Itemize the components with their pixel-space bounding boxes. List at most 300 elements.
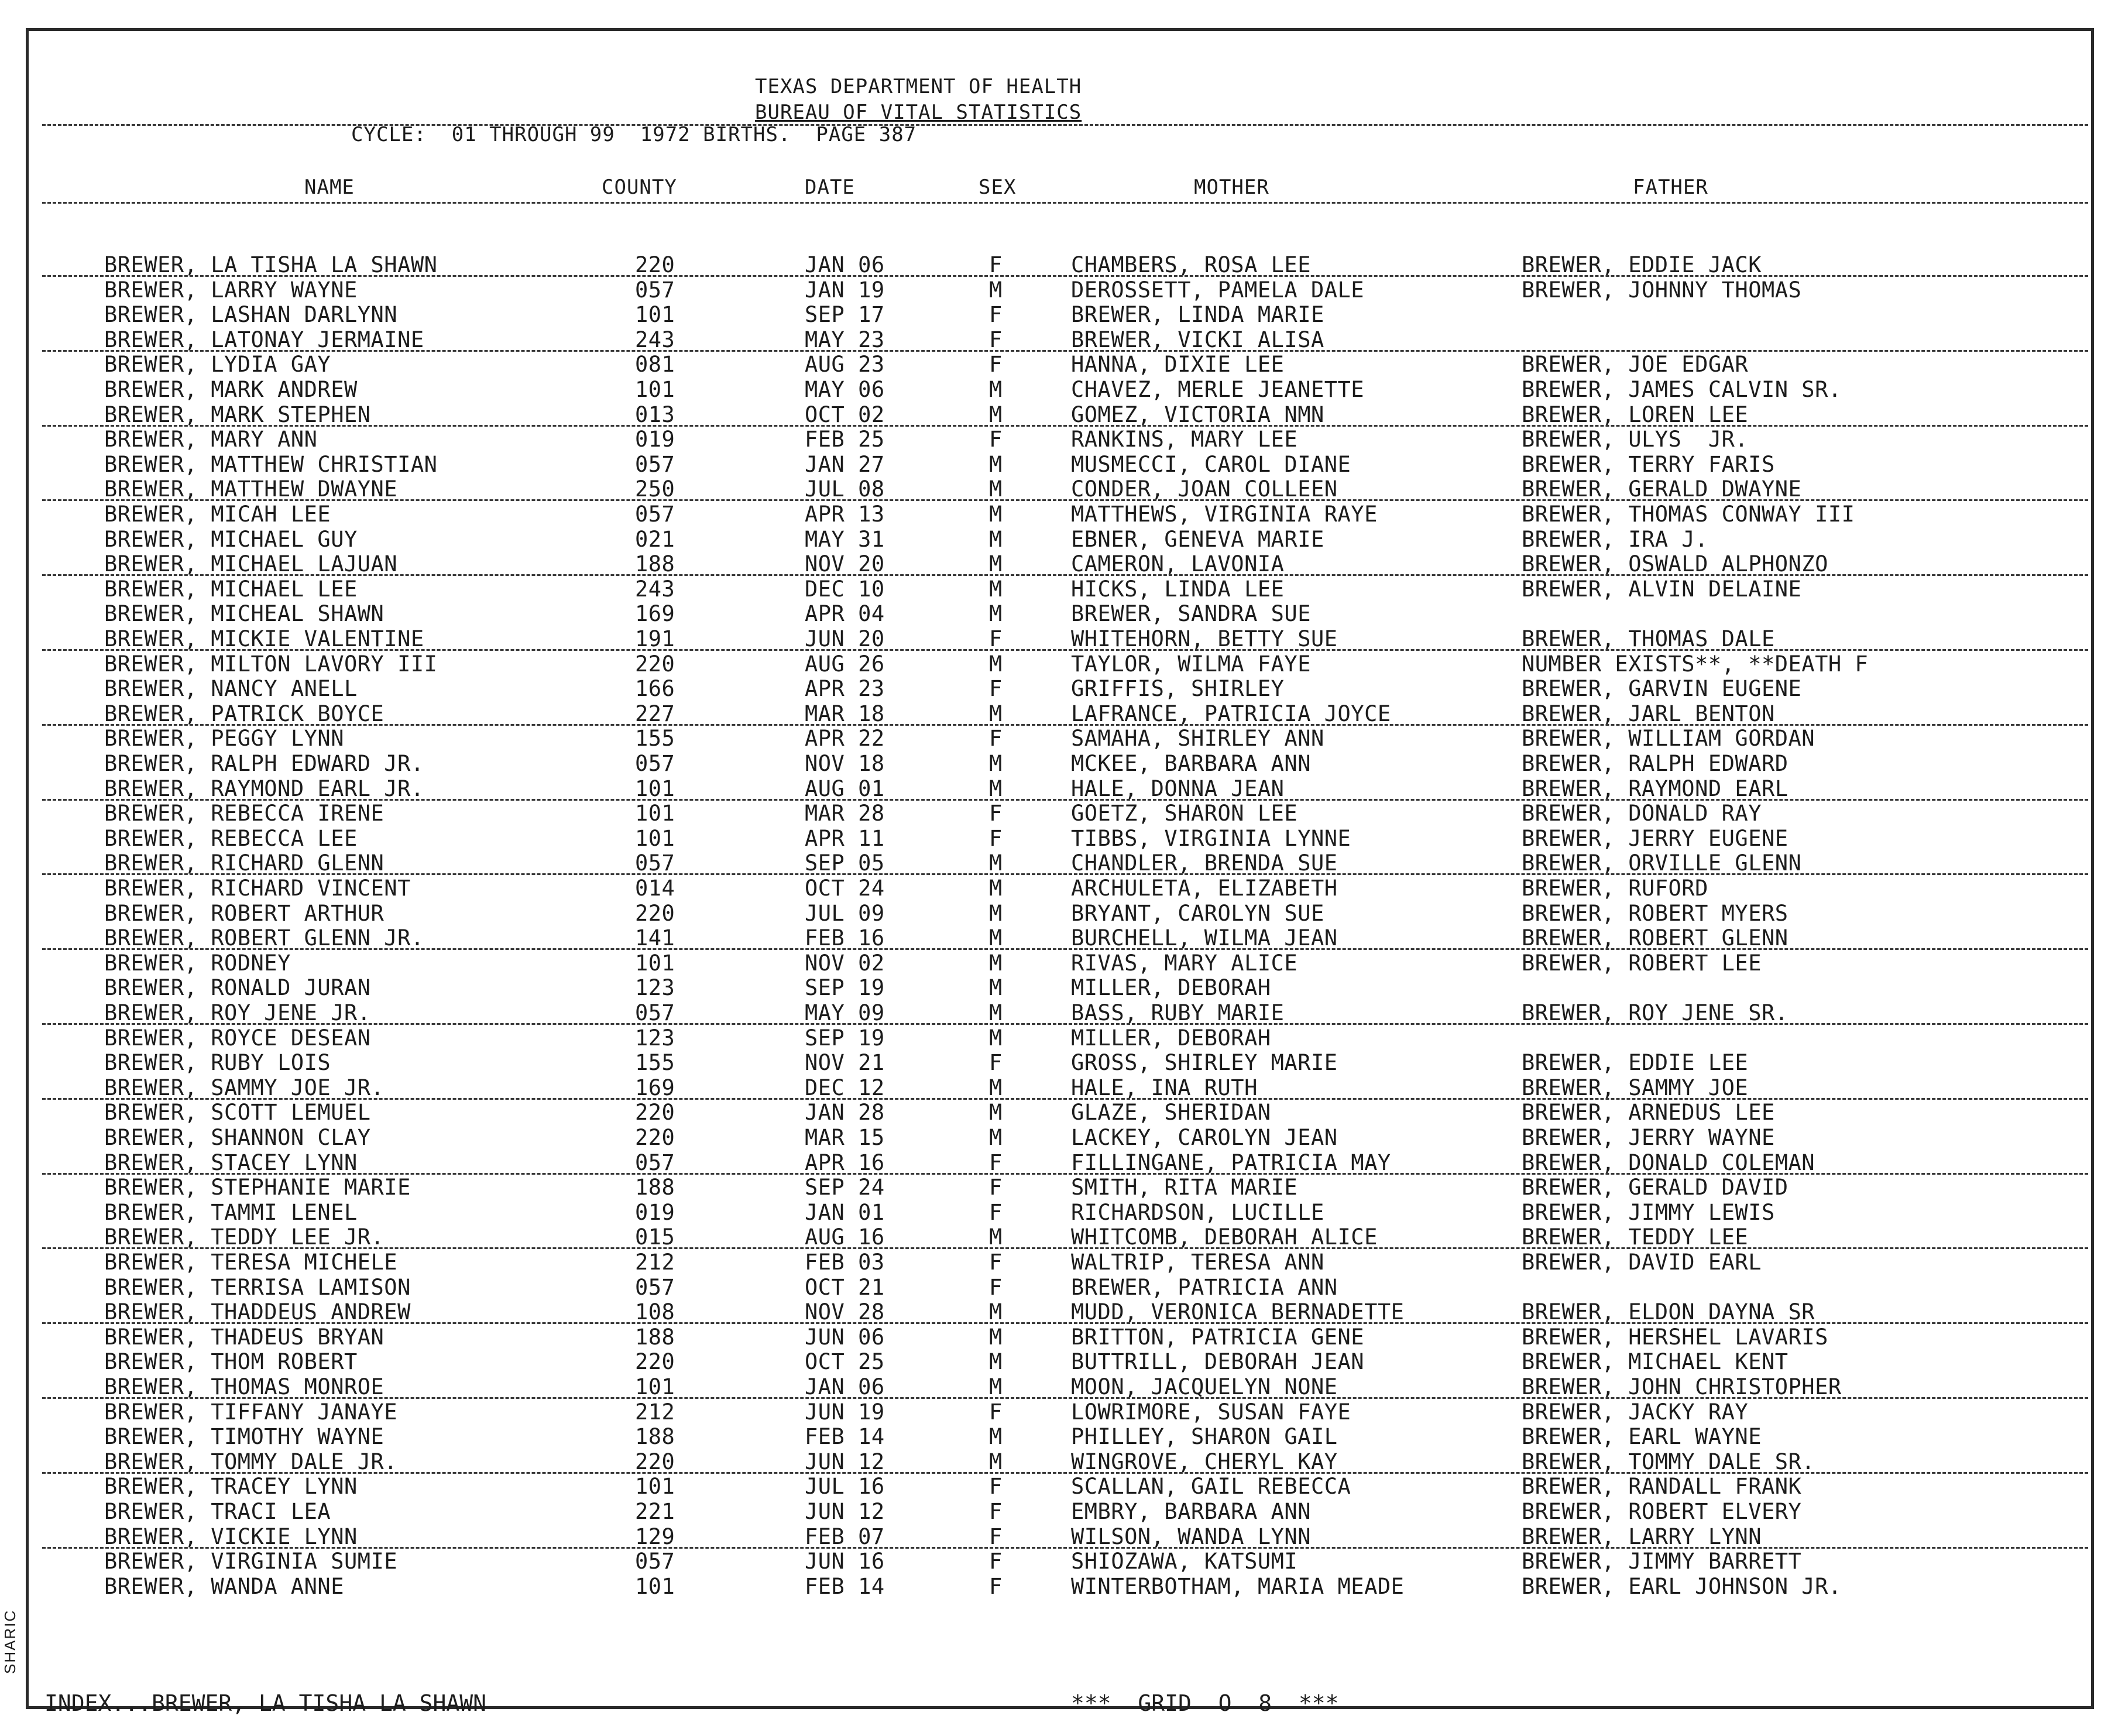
table-row xyxy=(0,1500,2118,1524)
cell-sex: M xyxy=(989,651,1003,677)
cell-date: MAY 23 xyxy=(805,327,885,352)
cell-father: BREWER, GERALD DAVID xyxy=(1522,1175,1789,1200)
cell-mother: DEROSSETT, PAMELA DALE xyxy=(1071,277,1365,303)
table-row xyxy=(0,452,2118,477)
cell-date: FEB 07 xyxy=(805,1524,885,1549)
cell-sex: M xyxy=(989,502,1003,527)
cell-county: 101 xyxy=(635,1573,675,1599)
cell-county: 021 xyxy=(635,526,675,552)
cell-county: 057 xyxy=(635,502,675,527)
cell-date: SEP 17 xyxy=(805,302,885,328)
table-row xyxy=(0,1100,2118,1125)
cell-mother: MATTHEWS, VIRGINIA RAYE xyxy=(1071,502,1378,527)
cell-mother: FILLINGANE, PATRICIA MAY xyxy=(1071,1150,1391,1175)
cell-county: 129 xyxy=(635,1524,675,1549)
cell-date: APR 13 xyxy=(805,502,885,527)
cell-name: BREWER, TERRISA LAMISON xyxy=(104,1274,411,1300)
cell-mother: MILLER, DEBORAH xyxy=(1071,975,1271,1001)
cell-county: 057 xyxy=(635,1150,675,1175)
cell-father: BREWER, ROBERT GLENN xyxy=(1522,925,1789,951)
cell-name: BREWER, MARK STEPHEN xyxy=(104,402,371,427)
cell-mother: WILSON, WANDA LYNN xyxy=(1071,1524,1311,1549)
cell-name: BREWER, THOM ROBERT xyxy=(104,1349,358,1375)
cell-sex: F xyxy=(989,427,1003,452)
row-separator xyxy=(42,1322,2088,1324)
table-row xyxy=(0,1001,2118,1025)
cell-date: NOV 02 xyxy=(805,950,885,976)
table-row xyxy=(0,328,2118,352)
table-row xyxy=(0,527,2118,552)
cell-name: BREWER, ROBERT GLENN JR. xyxy=(104,925,424,951)
grid-footer: *** GRID O 8 *** xyxy=(1071,1690,1339,1716)
cell-date: NOV 20 xyxy=(805,551,885,577)
cell-father: BREWER, JOHN CHRISTOPHER xyxy=(1522,1374,1842,1399)
cell-mother: MCKEE, BARBARA ANN xyxy=(1071,751,1311,776)
cell-date: APR 22 xyxy=(805,726,885,752)
cell-sex: F xyxy=(989,1499,1003,1524)
cell-county: 101 xyxy=(635,302,675,328)
cell-name: BREWER, TRACI LEA xyxy=(104,1499,331,1524)
cell-date: MAR 28 xyxy=(805,801,885,826)
cell-county: 220 xyxy=(635,900,675,926)
cell-name: BREWER, MICHAEL LEE xyxy=(104,576,358,602)
cell-date: DEC 10 xyxy=(805,576,885,602)
cell-county: 191 xyxy=(635,626,675,651)
cell-mother: BASS, RUBY MARIE xyxy=(1071,1000,1285,1025)
cell-date: MAY 06 xyxy=(805,377,885,402)
cell-sex: M xyxy=(989,1125,1003,1150)
cell-sex: M xyxy=(989,975,1003,1001)
table-row xyxy=(0,926,2118,951)
cell-name: BREWER, RONALD JURAN xyxy=(104,975,371,1001)
cell-date: SEP 24 xyxy=(805,1175,885,1200)
cell-date: JUN 20 xyxy=(805,626,885,651)
cell-county: 220 xyxy=(635,1349,675,1375)
cell-county: 243 xyxy=(635,327,675,352)
column-header-sex: SEX xyxy=(979,176,1017,199)
cell-sex: F xyxy=(989,327,1003,352)
cell-name: BREWER, RUBY LOIS xyxy=(104,1050,331,1076)
cell-father: BREWER, WILLIAM GORDAN xyxy=(1522,726,1815,752)
cell-sex: M xyxy=(989,1100,1003,1126)
cell-mother: GOETZ, SHARON LEE xyxy=(1071,801,1298,826)
cell-county: 123 xyxy=(635,1025,675,1051)
cell-date: OCT 02 xyxy=(805,402,885,427)
table-row xyxy=(0,1375,2118,1399)
cell-date: FEB 03 xyxy=(805,1250,885,1275)
cell-mother: LAFRANCE, PATRICIA JOYCE xyxy=(1071,701,1391,726)
cell-date: JAN 27 xyxy=(805,451,885,477)
cell-name: BREWER, MATTHEW DWAYNE xyxy=(104,476,398,502)
cell-father: BREWER, EDDIE LEE xyxy=(1522,1050,1749,1076)
cell-name: BREWER, RALPH EDWARD JR. xyxy=(104,751,424,776)
cell-name: BREWER, MICHEAL SHAWN xyxy=(104,601,385,627)
cell-county: 166 xyxy=(635,676,675,702)
table-row xyxy=(0,1525,2118,1549)
table-row xyxy=(0,1151,2118,1175)
row-separator xyxy=(42,1397,2088,1399)
cell-sex: M xyxy=(989,526,1003,552)
cell-father: BREWER, LARRY LYNN xyxy=(1522,1524,1762,1549)
table-row xyxy=(0,1325,2118,1350)
cell-mother: BRITTON, PATRICIA GENE xyxy=(1071,1324,1365,1350)
cell-name: BREWER, LA TISHA LA SHAWN xyxy=(104,252,438,277)
cell-name: BREWER, MATTHEW CHRISTIAN xyxy=(104,451,438,477)
cell-sex: F xyxy=(989,1050,1003,1076)
cell-date: APR 11 xyxy=(805,825,885,851)
cell-sex: M xyxy=(989,1299,1003,1325)
cell-father: BREWER, TEDDY LEE xyxy=(1522,1224,1749,1250)
cell-sex: M xyxy=(989,1025,1003,1051)
cell-date: JUN 16 xyxy=(805,1549,885,1574)
cell-county: 057 xyxy=(635,277,675,303)
row-separator xyxy=(42,799,2088,801)
cell-mother: TIBBS, VIRGINIA LYNNE xyxy=(1071,825,1351,851)
cell-name: BREWER, RODNEY xyxy=(104,950,291,976)
cell-county: 014 xyxy=(635,876,675,901)
table-row xyxy=(0,378,2118,402)
cell-sex: F xyxy=(989,1250,1003,1275)
cell-mother: HANNA, DIXIE LEE xyxy=(1071,352,1285,378)
cell-father: BREWER, ROBERT LEE xyxy=(1522,950,1762,976)
cell-date: JAN 01 xyxy=(805,1199,885,1225)
cell-name: BREWER, LARRY WAYNE xyxy=(104,277,358,303)
row-separator xyxy=(42,1173,2088,1175)
cell-sex: F xyxy=(989,352,1003,378)
row-separator xyxy=(42,425,2088,427)
cell-date: NOV 18 xyxy=(805,751,885,776)
cell-mother: SHIOZAWA, KATSUMI xyxy=(1071,1549,1298,1574)
row-separator xyxy=(42,275,2088,277)
cell-sex: M xyxy=(989,1224,1003,1250)
cell-mother: WHITEHORN, BETTY SUE xyxy=(1071,626,1338,651)
table-row xyxy=(0,1200,2118,1225)
cell-sex: M xyxy=(989,1349,1003,1375)
cell-name: BREWER, RICHARD GLENN xyxy=(104,850,385,876)
cell-county: 057 xyxy=(635,850,675,876)
cell-date: MAR 15 xyxy=(805,1125,885,1150)
cell-father: NUMBER EXISTS**, **DEATH F xyxy=(1522,651,1869,677)
cell-county: 250 xyxy=(635,476,675,502)
cell-county: 057 xyxy=(635,751,675,776)
cell-name: BREWER, STEPHANIE MARIE xyxy=(104,1175,411,1200)
table-row xyxy=(0,976,2118,1000)
cell-father: BREWER, EARL WAYNE xyxy=(1522,1424,1762,1450)
cell-name: BREWER, MICHAEL GUY xyxy=(104,526,358,552)
cell-mother: LACKEY, CAROLYN JEAN xyxy=(1071,1125,1338,1150)
cell-date: JAN 19 xyxy=(805,277,885,303)
table-row xyxy=(0,1026,2118,1051)
cell-county: 108 xyxy=(635,1299,675,1325)
cell-mother: SCALLAN, GAIL REBECCA xyxy=(1071,1474,1351,1500)
cell-sex: F xyxy=(989,1474,1003,1500)
cell-father: BREWER, THOMAS DALE xyxy=(1522,626,1775,651)
cell-sex: M xyxy=(989,900,1003,926)
row-separator xyxy=(42,649,2088,651)
cell-name: BREWER, SAMMY JOE JR. xyxy=(104,1075,385,1100)
cell-mother: SAMAHA, SHIRLEY ANN xyxy=(1071,726,1324,752)
cell-date: JUN 06 xyxy=(805,1324,885,1350)
row-separator xyxy=(42,499,2088,501)
table-row xyxy=(0,1275,2118,1300)
row-separator xyxy=(42,1098,2088,1100)
table-row xyxy=(0,352,2118,377)
cell-mother: HICKS, LINDA LEE xyxy=(1071,576,1285,602)
cell-father: BREWER, JIMMY LEWIS xyxy=(1522,1199,1775,1225)
cell-date: JUL 09 xyxy=(805,900,885,926)
cell-name: BREWER, SCOTT LEMUEL xyxy=(104,1100,371,1126)
cell-date: SEP 19 xyxy=(805,975,885,1001)
cell-name: BREWER, ROBERT ARTHUR xyxy=(104,900,385,926)
cell-sex: M xyxy=(989,402,1003,427)
cell-county: 220 xyxy=(635,1100,675,1126)
header-line-2: BUREAU OF VITAL STATISTICS xyxy=(755,101,1082,124)
column-header-name: NAME xyxy=(304,176,355,199)
cell-county: 188 xyxy=(635,551,675,577)
cell-mother: HALE, DONNA JEAN xyxy=(1071,776,1285,801)
cell-father: BREWER, EARL JOHNSON JR. xyxy=(1522,1573,1842,1599)
cell-county: 221 xyxy=(635,1499,675,1524)
column-header-mother: MOTHER xyxy=(1194,176,1269,199)
cell-name: BREWER, THOMAS MONROE xyxy=(104,1374,385,1399)
cell-mother: MUDD, VERONICA BERNADETTE xyxy=(1071,1299,1405,1325)
cell-name: BREWER, MICAH LEE xyxy=(104,502,331,527)
row-separator xyxy=(42,724,2088,726)
cell-mother: BREWER, SANDRA SUE xyxy=(1071,601,1311,627)
cell-name: BREWER, TEDDY LEE JR. xyxy=(104,1224,385,1250)
cell-county: 169 xyxy=(635,601,675,627)
cell-father: BREWER, ROBERT ELVERY xyxy=(1522,1499,1802,1524)
table-row xyxy=(0,552,2118,577)
cell-mother: BUTTRILL, DEBORAH JEAN xyxy=(1071,1349,1365,1375)
cell-father: BREWER, JAMES CALVIN SR. xyxy=(1522,377,1842,402)
cell-county: 188 xyxy=(635,1175,675,1200)
cell-date: OCT 21 xyxy=(805,1274,885,1300)
cell-county: 212 xyxy=(635,1399,675,1425)
table-row xyxy=(0,403,2118,427)
cell-date: FEB 25 xyxy=(805,427,885,452)
cell-father: BREWER, MICHAEL KENT xyxy=(1522,1349,1789,1375)
cell-name: BREWER, TIMOTHY WAYNE xyxy=(104,1424,385,1450)
cell-name: BREWER, RAYMOND EARL JR. xyxy=(104,776,424,801)
cell-county: 169 xyxy=(635,1075,675,1100)
cell-name: BREWER, MARY ANN xyxy=(104,427,318,452)
cell-mother: GLAZE, SHERIDAN xyxy=(1071,1100,1271,1126)
cell-sex: M xyxy=(989,451,1003,477)
table-row xyxy=(0,1300,2118,1325)
cell-mother: CAMERON, LAVONIA xyxy=(1071,551,1285,577)
cell-father: BREWER, ELDON DAYNA SR xyxy=(1522,1299,1815,1325)
cell-father: BREWER, RALPH EDWARD xyxy=(1522,751,1789,776)
row-separator xyxy=(42,574,2088,576)
cell-mother: PHILLEY, SHARON GAIL xyxy=(1071,1424,1338,1450)
cell-name: BREWER, ROYCE DESEAN xyxy=(104,1025,371,1051)
cell-sex: M xyxy=(989,1000,1003,1025)
table-row xyxy=(0,1225,2118,1250)
cell-mother: MILLER, DEBORAH xyxy=(1071,1025,1271,1051)
cell-name: BREWER, PEGGY LYNN xyxy=(104,726,344,752)
cell-sex: M xyxy=(989,950,1003,976)
cell-date: OCT 24 xyxy=(805,876,885,901)
cell-county: 141 xyxy=(635,925,675,951)
cell-date: AUG 23 xyxy=(805,352,885,378)
table-row xyxy=(0,951,2118,976)
cell-county: 101 xyxy=(635,1374,675,1399)
cell-mother: MOON, JACQUELYN NONE xyxy=(1071,1374,1338,1399)
cell-father: BREWER, ARNEDUS LEE xyxy=(1522,1100,1775,1126)
table-row xyxy=(0,726,2118,751)
cell-sex: F xyxy=(989,825,1003,851)
table-row xyxy=(0,602,2118,626)
cell-mother: GOMEZ, VICTORIA NMN xyxy=(1071,402,1324,427)
cell-father: BREWER, GARVIN EUGENE xyxy=(1522,676,1802,702)
table-row xyxy=(0,627,2118,651)
table-row xyxy=(0,253,2118,277)
cell-date: APR 23 xyxy=(805,676,885,702)
cell-father: BREWER, JOHNNY THOMAS xyxy=(1522,277,1802,303)
cell-name: BREWER, LASHAN DARLYNN xyxy=(104,302,398,328)
header-line-1: TEXAS DEPARTMENT OF HEALTH xyxy=(755,75,1082,98)
cell-father: BREWER, LOREN LEE xyxy=(1522,402,1749,427)
cell-county: 101 xyxy=(635,825,675,851)
cell-sex: F xyxy=(989,1175,1003,1200)
cell-name: BREWER, TAMMI LENEL xyxy=(104,1199,358,1225)
cell-county: 057 xyxy=(635,451,675,477)
cell-date: FEB 14 xyxy=(805,1424,885,1450)
cell-date: MAY 09 xyxy=(805,1000,885,1025)
cell-name: BREWER, SHANNON CLAY xyxy=(104,1125,371,1150)
cell-date: AUG 16 xyxy=(805,1224,885,1250)
index-footer: INDEX...BREWER, LA TISHA LA SHAWN xyxy=(44,1690,486,1716)
cell-sex: M xyxy=(989,850,1003,876)
cell-name: BREWER, THADEUS BRYAN xyxy=(104,1324,385,1350)
cell-sex: F xyxy=(989,1199,1003,1225)
table-row xyxy=(0,702,2118,726)
cell-sex: M xyxy=(989,576,1003,602)
cell-sex: M xyxy=(989,601,1003,627)
cell-sex: M xyxy=(989,551,1003,577)
cell-sex: M xyxy=(989,1324,1003,1350)
row-separator xyxy=(42,1472,2088,1474)
cell-county: 101 xyxy=(635,950,675,976)
cell-father: BREWER, IRA J. xyxy=(1522,526,1708,552)
cell-county: 057 xyxy=(635,1549,675,1574)
cell-date: APR 16 xyxy=(805,1150,885,1175)
cell-county: 227 xyxy=(635,701,675,726)
cell-county: 013 xyxy=(635,402,675,427)
cell-father: BREWER, THOMAS CONWAY III xyxy=(1522,502,1855,527)
cell-father: BREWER, ROY JENE SR. xyxy=(1522,1000,1789,1025)
cell-mother: RANKINS, MARY LEE xyxy=(1071,427,1298,452)
cell-mother: RIVAS, MARY ALICE xyxy=(1071,950,1298,976)
cell-mother: TAYLOR, WILMA FAYE xyxy=(1071,651,1311,677)
cell-county: 188 xyxy=(635,1424,675,1450)
cell-county: 057 xyxy=(635,1000,675,1025)
cell-sex: F xyxy=(989,726,1003,752)
cell-sex: F xyxy=(989,801,1003,826)
cell-county: 101 xyxy=(635,776,675,801)
cell-mother: EBNER, GENEVA MARIE xyxy=(1071,526,1324,552)
cell-county: 220 xyxy=(635,1125,675,1150)
table-row xyxy=(0,1175,2118,1200)
row-separator xyxy=(42,350,2088,352)
table-row xyxy=(0,901,2118,926)
table-row xyxy=(0,502,2118,527)
cell-name: BREWER, TERESA MICHELE xyxy=(104,1250,398,1275)
table-row xyxy=(0,1400,2118,1425)
cell-father: BREWER, JOE EDGAR xyxy=(1522,352,1749,378)
cell-sex: F xyxy=(989,252,1003,277)
cell-sex: F xyxy=(989,626,1003,651)
cell-father: BREWER, EDDIE JACK xyxy=(1522,252,1762,277)
cell-mother: BREWER, VICKI ALISA xyxy=(1071,327,1324,352)
cell-date: FEB 14 xyxy=(805,1573,885,1599)
cell-mother: MUSMECCI, CAROL DIANE xyxy=(1071,451,1351,477)
cell-sex: F xyxy=(989,676,1003,702)
table-row xyxy=(0,777,2118,801)
cell-mother: CHAMBERS, ROSA LEE xyxy=(1071,252,1311,277)
cell-date: JAN 28 xyxy=(805,1100,885,1126)
table-row xyxy=(0,1250,2118,1275)
cell-sex: M xyxy=(989,377,1003,402)
cell-sex: M xyxy=(989,876,1003,901)
table-row xyxy=(0,1126,2118,1150)
cell-county: 220 xyxy=(635,252,675,277)
cell-sex: M xyxy=(989,1075,1003,1100)
cell-name: BREWER, TRACEY LYNN xyxy=(104,1474,358,1500)
cell-father: BREWER, HERSHEL LAVARIS xyxy=(1522,1324,1828,1350)
cell-father: BREWER, JACKY RAY xyxy=(1522,1399,1749,1425)
cell-name: BREWER, MICHAEL LAJUAN xyxy=(104,551,398,577)
cell-father: BREWER, ROBERT MYERS xyxy=(1522,900,1789,926)
column-header-date: DATE xyxy=(805,176,855,199)
cell-name: BREWER, TIFFANY JANAYE xyxy=(104,1399,398,1425)
cell-date: NOV 28 xyxy=(805,1299,885,1325)
table-row xyxy=(0,826,2118,851)
cell-date: MAR 18 xyxy=(805,701,885,726)
cell-county: 123 xyxy=(635,975,675,1001)
cell-name: BREWER, RICHARD VINCENT xyxy=(104,876,411,901)
side-mark: SHARIC xyxy=(1,1609,19,1674)
cell-father: BREWER, JERRY EUGENE xyxy=(1522,825,1789,851)
table-row xyxy=(0,851,2118,876)
cell-date: AUG 01 xyxy=(805,776,885,801)
cell-county: 101 xyxy=(635,377,675,402)
table-row xyxy=(0,1350,2118,1374)
table-row xyxy=(0,1574,2118,1599)
cell-mother: WINGROVE, CHERYL KAY xyxy=(1071,1449,1338,1474)
cell-date: MAY 31 xyxy=(805,526,885,552)
cell-name: BREWER, THADDEUS ANDREW xyxy=(104,1299,411,1325)
cell-father: BREWER, OSWALD ALPHONZO xyxy=(1522,551,1828,577)
cell-county: 220 xyxy=(635,651,675,677)
cell-name: BREWER, LATONAY JERMAINE xyxy=(104,327,424,352)
row-separator xyxy=(42,1247,2088,1249)
cell-county: 015 xyxy=(635,1224,675,1250)
cell-date: DEC 12 xyxy=(805,1075,885,1100)
table-row xyxy=(0,278,2118,303)
cell-mother: SMITH, RITA MARIE xyxy=(1071,1175,1298,1200)
cell-sex: F xyxy=(989,1399,1003,1425)
cell-county: 243 xyxy=(635,576,675,602)
row-separator xyxy=(42,948,2088,950)
cell-name: BREWER, LYDIA GAY xyxy=(104,352,331,378)
cell-mother: BRYANT, CAROLYN SUE xyxy=(1071,900,1324,926)
row-separator xyxy=(42,1023,2088,1025)
cell-father: BREWER, RANDALL FRANK xyxy=(1522,1474,1802,1500)
cell-mother: CONDER, JOAN COLLEEN xyxy=(1071,476,1338,502)
cell-father: BREWER, ORVILLE GLENN xyxy=(1522,850,1802,876)
